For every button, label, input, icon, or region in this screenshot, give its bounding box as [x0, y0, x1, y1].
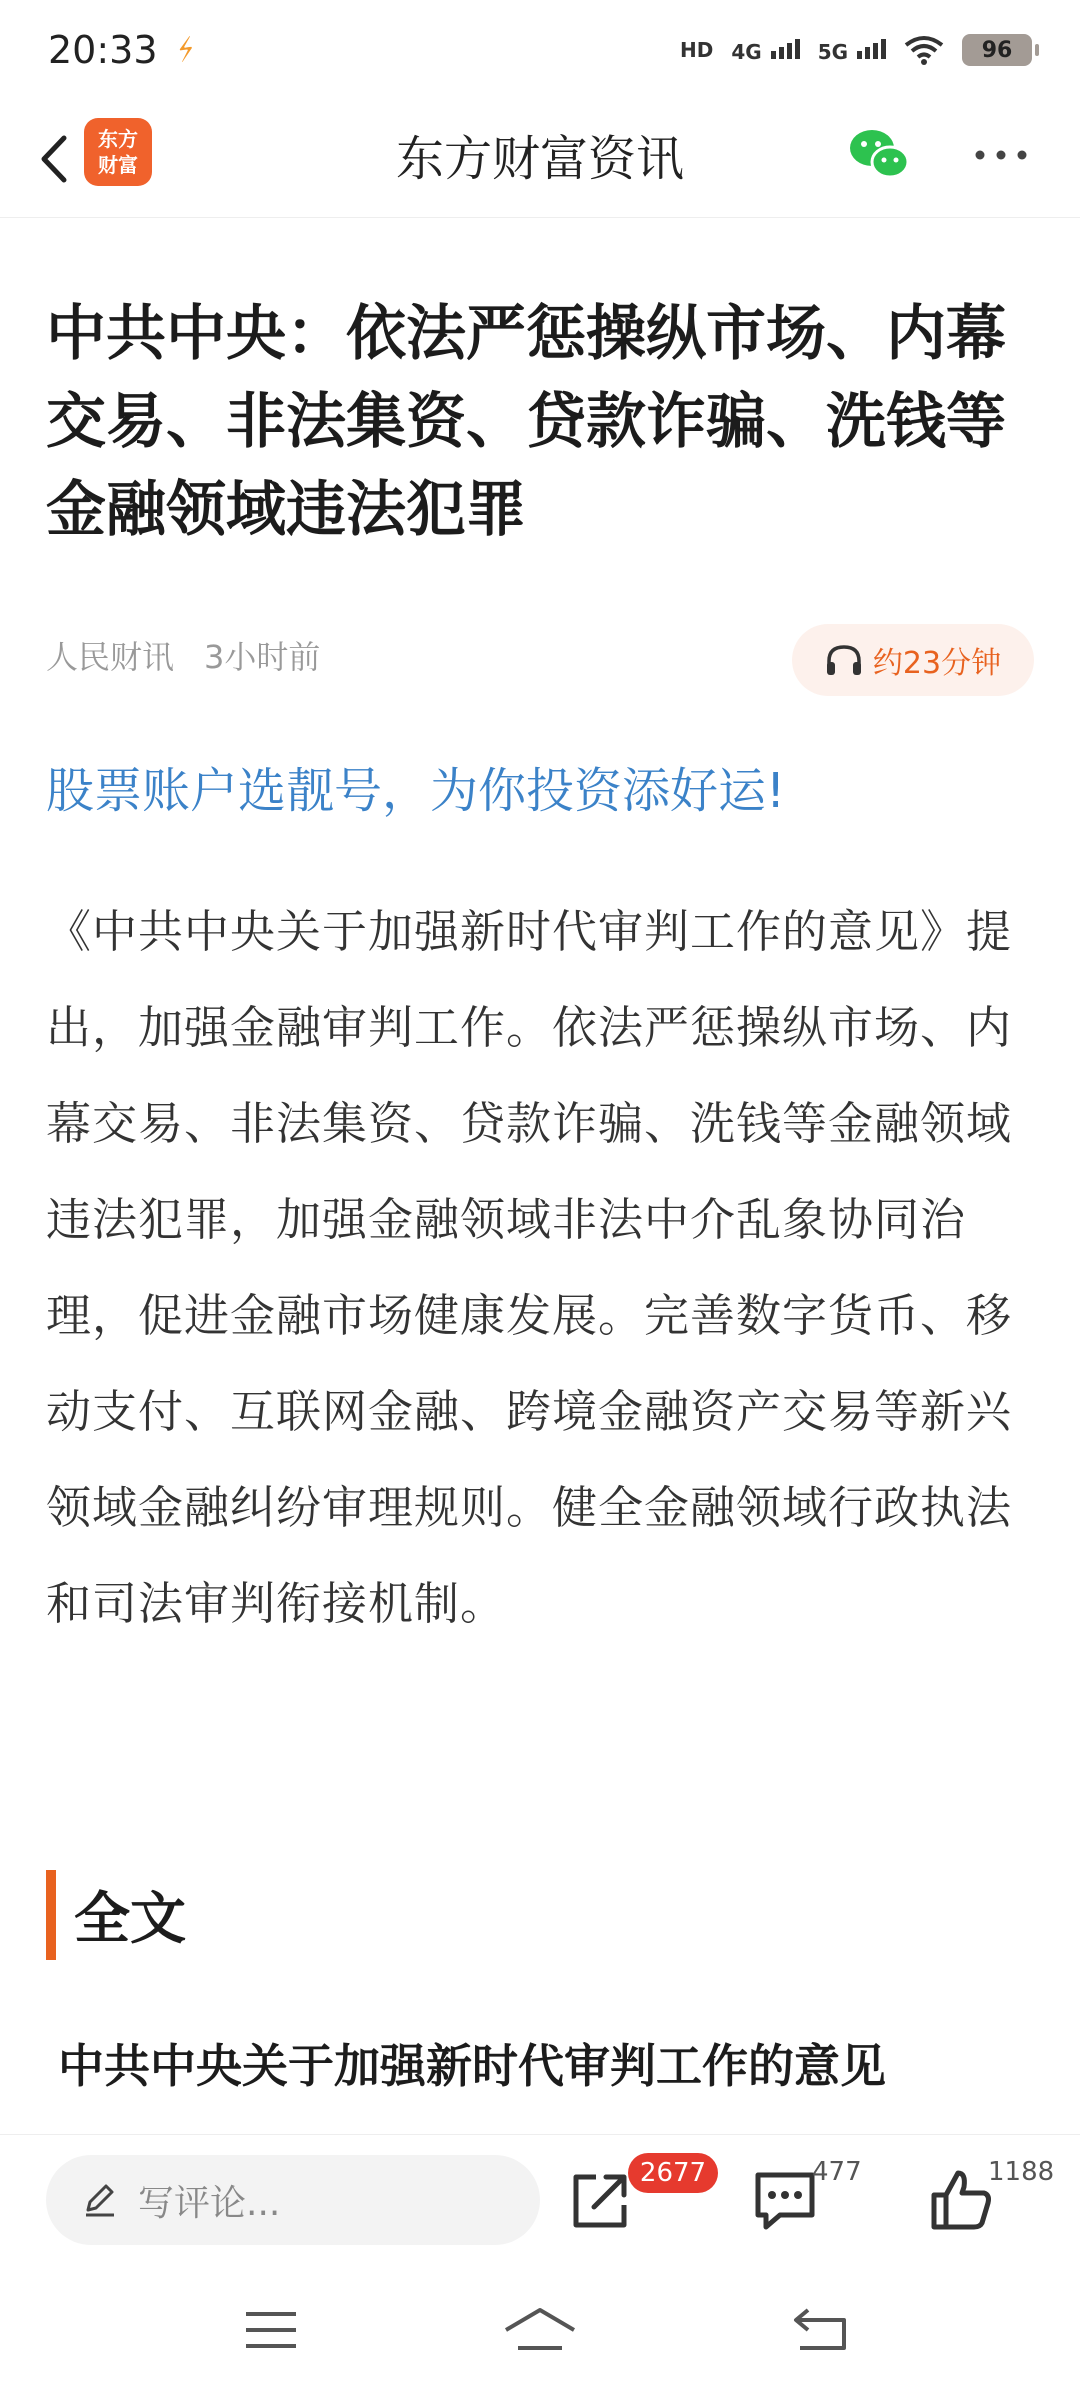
- more-options-icon[interactable]: [970, 130, 1032, 180]
- notification-icon: ⚡: [170, 29, 202, 71]
- article-body: 《中共中央关于加强新时代审判工作的意见》提出，加强金融审判工作。依法严惩操纵市场、内幕交易、非法集资、贷款诈骗、洗钱等金融领域违法犯罪，加强金融领域非法中介乱象协同治理，促进金融市场健康发展。完善数字货币、移动支付、互联网金融、跨境金融资产交易等新兴领域金融纠纷审理规则。健全金融领域行政执法和司法审判衔接机制。: [46, 905, 1013, 1630]
- bottom-action-bar: [0, 2134, 1080, 2256]
- comment-count: 477: [812, 2157, 862, 2187]
- wifi-icon: [904, 35, 944, 65]
- article-source[interactable]: 人民财讯: [46, 638, 175, 676]
- comments-icon[interactable]: [750, 2165, 820, 2235]
- comment-placeholder: 写评论...: [138, 2182, 281, 2224]
- status-indicators: [680, 34, 1032, 66]
- like-icon[interactable]: [926, 2165, 996, 2235]
- listen-button[interactable]: [792, 624, 1034, 696]
- article-time: 3小时前: [204, 638, 321, 676]
- like-count: 1188: [988, 2157, 1055, 2187]
- logo-text: 东方: [98, 127, 138, 151]
- app-logo: [84, 118, 152, 186]
- home-icon[interactable]: [500, 2302, 580, 2358]
- headphones-icon: [825, 643, 863, 677]
- share-icon[interactable]: [566, 2165, 636, 2235]
- section-header: [46, 1870, 186, 1960]
- promo-link[interactable]: 股票账户选靓号，为你投资添好运!: [46, 763, 786, 819]
- pencil-icon: [82, 2182, 118, 2218]
- app-header: [0, 100, 1080, 218]
- network-5g-label: 5G: [817, 39, 849, 64]
- menu-icon[interactable]: [236, 2302, 306, 2358]
- network-4g-icon: [731, 37, 799, 64]
- document-subtitle: 中共中央关于加强新时代审判工作的意见: [58, 2039, 886, 2093]
- status-time: 20:33: [48, 28, 158, 72]
- battery-level: 96: [981, 37, 1013, 63]
- back-icon[interactable]: [26, 124, 86, 194]
- header-title: 东方财富资讯: [395, 131, 684, 187]
- system-nav-bar: [0, 2256, 1080, 2400]
- signal-bars-icon: [857, 37, 886, 59]
- share-count-badge: 2677: [628, 2153, 718, 2193]
- back-nav-icon[interactable]: [786, 2302, 856, 2358]
- article-meta: [46, 632, 320, 678]
- section-accent-bar: [46, 1870, 56, 1960]
- wechat-share-icon[interactable]: [846, 124, 912, 184]
- hd-label: HD: [680, 38, 714, 62]
- network-4g-label: 4G: [731, 39, 762, 64]
- comment-input[interactable]: [46, 2155, 540, 2245]
- article-title: 中共中央：依法严惩操纵市场、内幕交易、非法集资、贷款诈骗、洗钱等金融领域违法犯罪: [46, 299, 1006, 545]
- signal-bars-icon: [771, 37, 800, 59]
- listen-duration: 约23分钟: [872, 646, 1002, 681]
- network-5g-icon: [818, 37, 886, 64]
- hd-voice-icon: [680, 38, 713, 62]
- status-bar: [0, 0, 1080, 100]
- section-title: 全文: [74, 1887, 186, 1952]
- logo-text: 财富: [98, 153, 138, 177]
- battery-icon: [962, 34, 1032, 66]
